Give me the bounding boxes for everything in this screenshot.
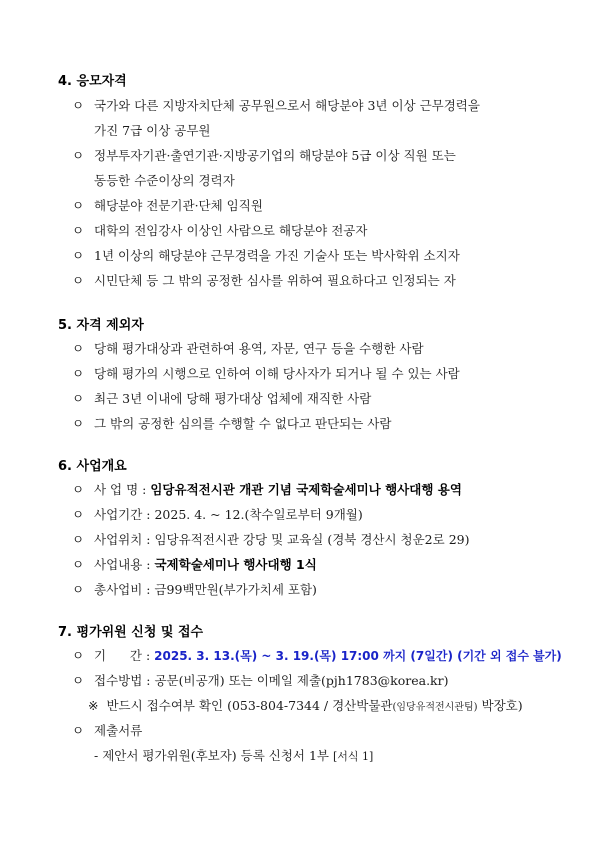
list-item (72, 96, 480, 114)
project-cost-label: 총사업비 : (94, 582, 155, 597)
bullet-icon: ㅇ (72, 341, 85, 356)
submission-docs-label: 제출서류 (94, 723, 143, 738)
project-period-row (72, 505, 363, 523)
list-item (72, 196, 263, 214)
project-cost-row (72, 580, 317, 598)
project-content-row (72, 555, 317, 573)
submission-docs-item (94, 746, 373, 764)
list-item (72, 339, 424, 357)
list-item (72, 221, 367, 239)
project-cost-value: 금99백만원(부가가치세 포함) (154, 582, 317, 597)
docs-item-text: - 제안서 평가위원(후보자) 등록 신청서 1부 (94, 748, 333, 763)
list-item (72, 414, 391, 432)
note-end-text: 박장호) (477, 698, 523, 713)
item-text: 해당분야 전문기관·단체 임직원 (94, 198, 263, 213)
submission-method-label: 접수방법 : (94, 673, 155, 688)
project-period-value: 2025. 4. ~ 12.(착수일로부터 9개월) (154, 507, 363, 522)
bullet-icon: ㅇ (72, 98, 85, 113)
bullet-icon: ㅇ (72, 273, 85, 288)
bullet-icon: ㅇ (72, 557, 85, 572)
item-text: 대학의 전임강사 이상인 사람으로 해당분야 전공자 (94, 223, 368, 238)
list-item (72, 271, 456, 289)
section-5-title: 5. 자격 제외자 (58, 318, 144, 333)
application-period-row (72, 646, 562, 664)
bullet-icon: ㅇ (72, 582, 85, 597)
list-item-continuation: 가진 7급 이상 공무원 (94, 123, 211, 138)
item-text: 국가와 다른 지방자치단체 공무원으로서 해당분야 3년 이상 근무경력을 (94, 98, 480, 113)
project-location-value: 임당유적전시관 강당 및 교육실 (경북 경산시 청운2로 29) (154, 532, 470, 547)
confirmation-note (88, 696, 523, 714)
bullet-icon: ㅇ (72, 673, 85, 688)
application-period-label: 기 간 : (94, 648, 155, 663)
docs-form-ref: [서식 1] (332, 750, 374, 763)
section-4-title: 4. 응모자격 (58, 74, 127, 89)
bullet-icon: ㅇ (72, 507, 85, 522)
item-text: 당해 평가의 시행으로 인하여 이해 당사자가 되거나 될 수 있는 사람 (94, 366, 460, 381)
item-text: 정부투자기관·출연기관·지방공기업의 해당분야 5급 이상 직원 또는 (94, 148, 456, 163)
project-location-row (72, 530, 469, 548)
list-item-continuation: 동등한 수준이상의 경력자 (94, 173, 235, 188)
bullet-icon: ㅇ (72, 148, 85, 163)
section-7-title: 7. 평가위원 신청 및 접수 (58, 625, 204, 640)
bullet-icon: ㅇ (72, 648, 85, 663)
item-text: 당해 평가대상과 관련하여 용역, 자문, 연구 등을 수행한 사람 (94, 341, 424, 356)
application-period-value: 2025. 3. 13.(목) ~ 3. 19.(목) 17:00 까지 (7일간) (기간 외 접수 불가) (154, 649, 562, 663)
item-text: 시민단체 등 그 밖의 공정한 심사를 위하여 필요하다고 인정되는 자 (94, 273, 456, 288)
bullet-icon: ㅇ (72, 482, 85, 497)
section-6-title: 6. 사업개요 (58, 459, 127, 474)
list-item (72, 389, 371, 407)
bullet-icon: ㅇ (72, 723, 85, 738)
project-period-label: 사업기간 : (94, 507, 155, 522)
bullet-icon: ㅇ (72, 416, 85, 431)
note-text: 반드시 접수여부 확인 (053-804-7344 / 경산박물관 (106, 698, 393, 713)
project-content-value: 국제학술세미나 행사대행 1식 (154, 557, 317, 572)
submission-method-row (72, 671, 448, 689)
submission-method-value: 공문(비공개) 또는 이메일 제출(pjh1783@korea.kr) (154, 673, 449, 688)
item-text: 최근 3년 이내에 당해 평가대상 업체에 재직한 사람 (94, 391, 372, 406)
bullet-icon: ㅇ (72, 532, 85, 547)
project-location-label: 사업위치 : (94, 532, 155, 547)
bullet-icon: ㅇ (72, 366, 85, 381)
list-item (72, 246, 460, 264)
project-name-row (72, 480, 462, 498)
project-name-label: 사 업 명 : (94, 482, 151, 497)
project-name-value: 임당유적전시관 개관 기념 국제학술세미나 행사대행 용역 (150, 482, 462, 497)
bullet-icon: ㅇ (72, 248, 85, 263)
item-text: 1년 이상의 해당분야 근무경력을 가진 기술사 또는 박사학위 소지자 (94, 248, 460, 263)
reference-mark-icon: ※ (88, 698, 99, 713)
list-item (72, 364, 460, 382)
bullet-icon: ㅇ (72, 223, 85, 238)
submission-docs-row (72, 721, 142, 739)
bullet-icon: ㅇ (72, 391, 85, 406)
list-item (72, 146, 456, 164)
item-text: 그 밖의 공정한 심의를 수행할 수 없다고 판단되는 사람 (94, 416, 392, 431)
bullet-icon: ㅇ (72, 198, 85, 213)
note-small-text: (임당유적전시관팀) (392, 702, 478, 713)
project-content-label: 사업내용 : (94, 557, 155, 572)
